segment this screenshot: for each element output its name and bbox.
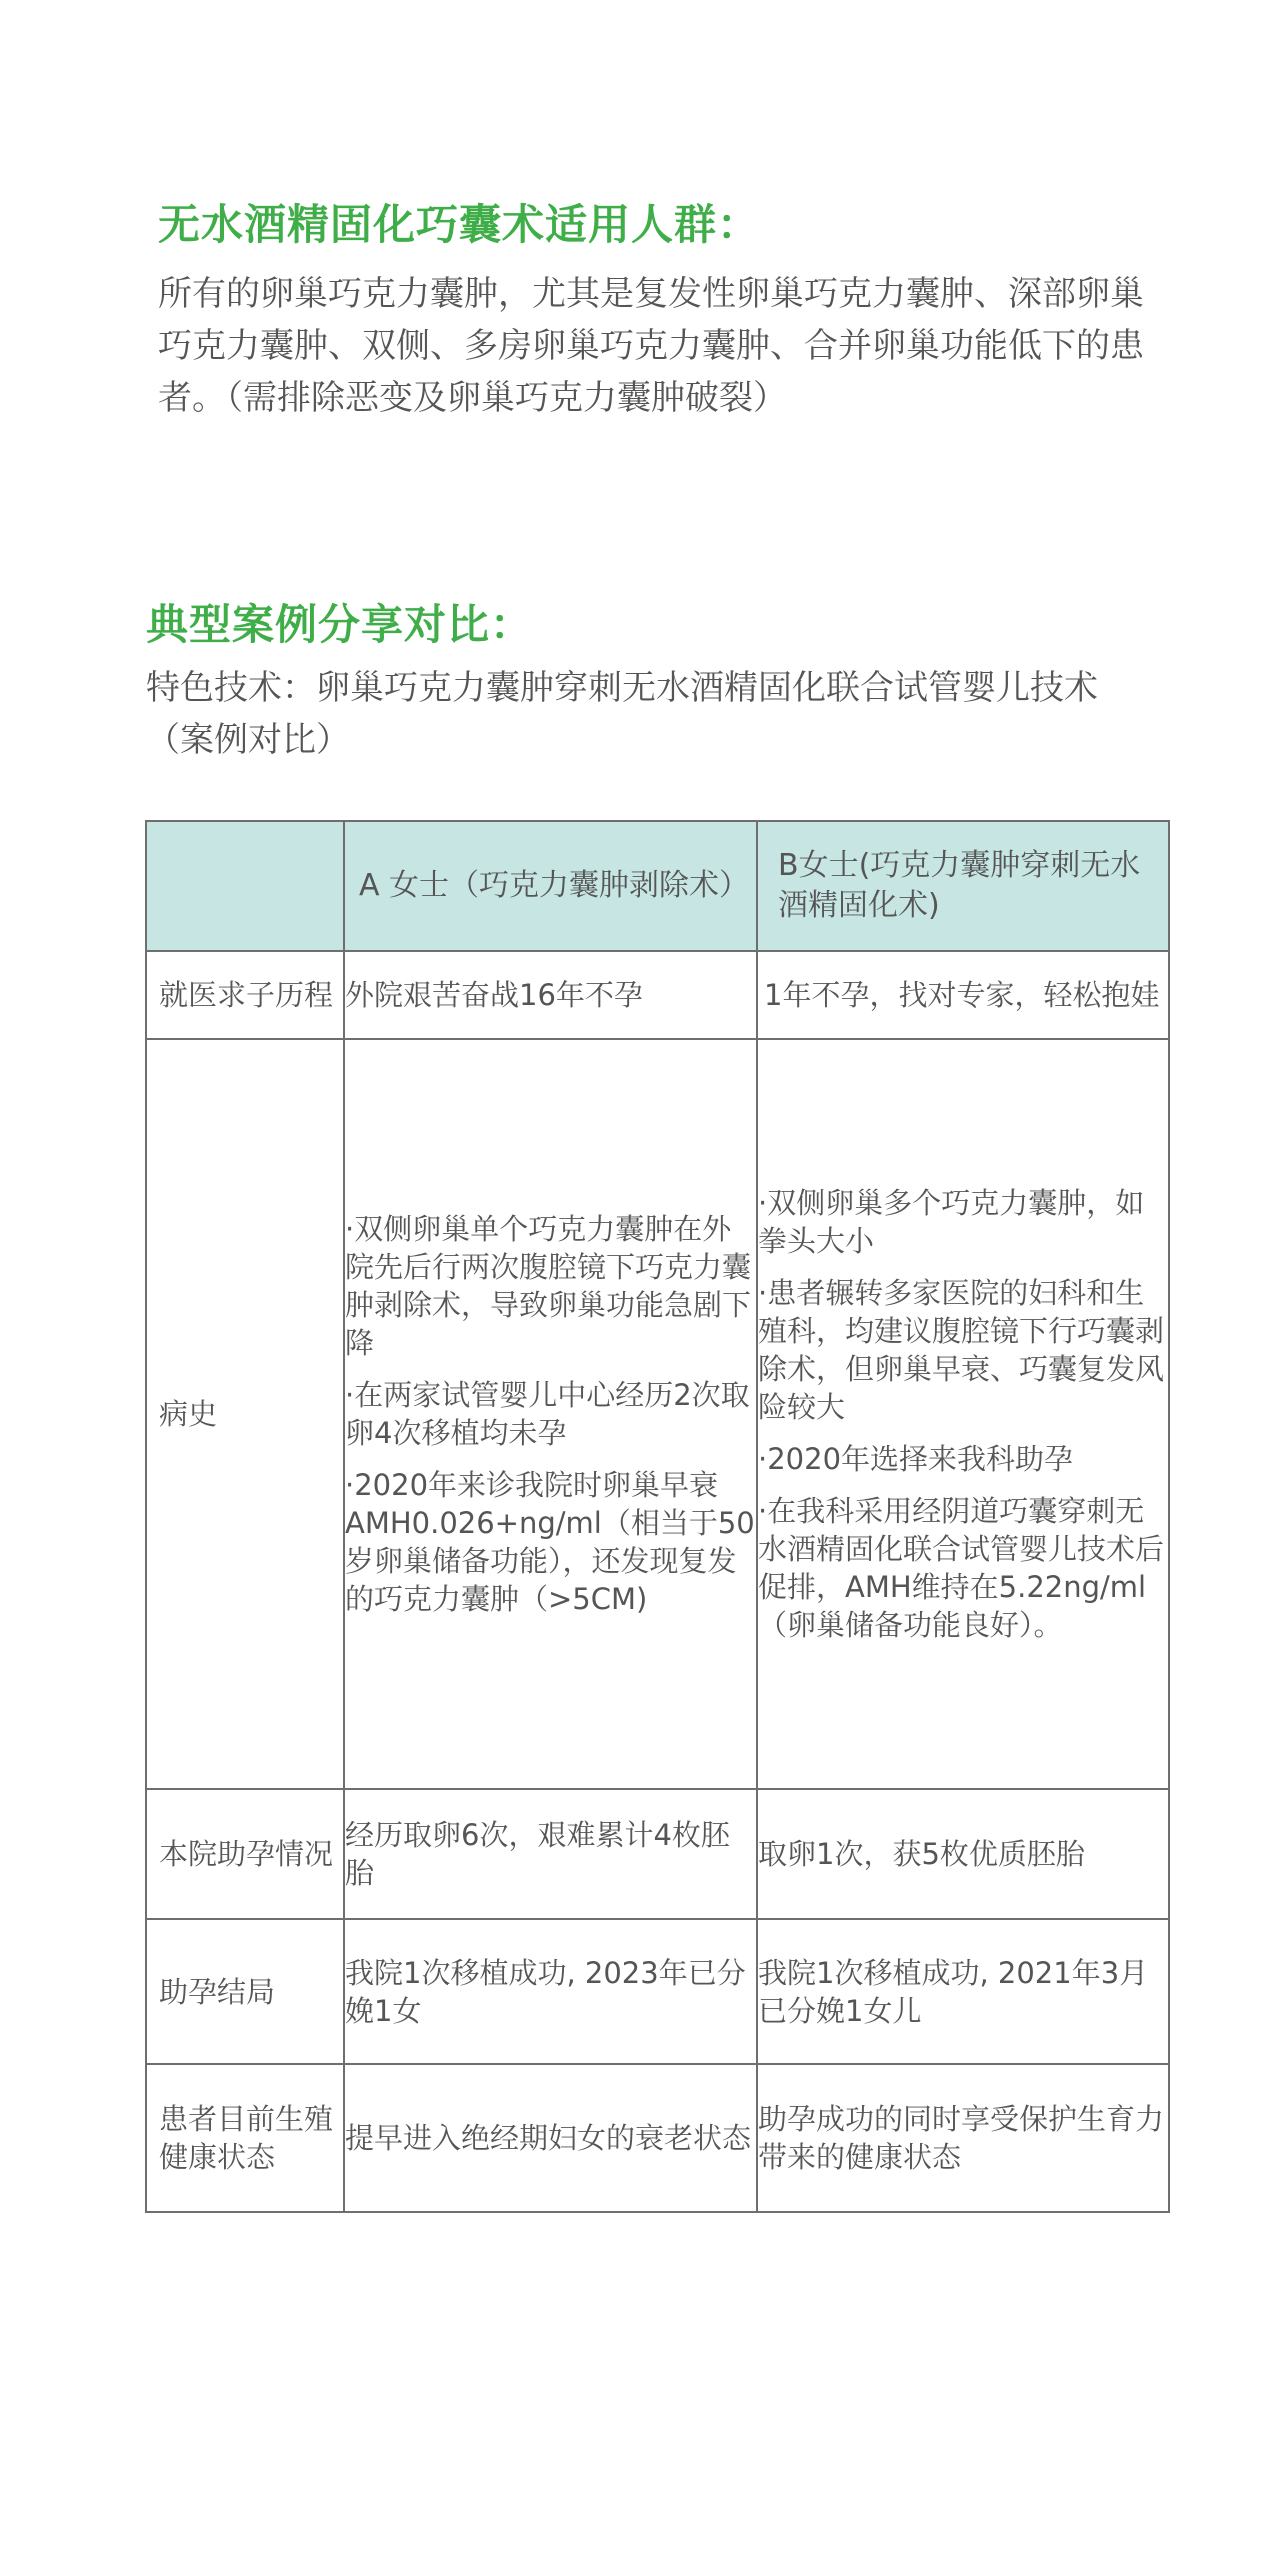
table-row [146, 1919, 1169, 2064]
history-point: ·双侧卵巢多个巧克力囊肿，如拳头大小 [758, 1186, 1145, 1258]
history-point: ·在两家试管婴儿中心经历2次取卵4次移植均未孕 [345, 1378, 750, 1450]
header-patient-b: B女士(巧克力囊肿穿刺无水酒精固化术) [757, 821, 1169, 951]
section-title-case-comparison: 典型案例分享对比： [146, 600, 534, 649]
header-empty-cell [146, 821, 344, 951]
patient-b-cell: 取卵1次，获5枚优质胚胎 [757, 1789, 1169, 1919]
row-label: 病史 [146, 1039, 344, 1789]
table-row [146, 951, 1169, 1039]
row-label: 本院助孕情况 [146, 1789, 344, 1919]
table-header-row [146, 821, 1169, 951]
table-row [146, 2064, 1169, 2212]
section-title-indications: 无水酒精固化巧囊术适用人群： [158, 200, 761, 249]
case-comparison-paragraph: 特色技术：卵巢巧克力囊肿穿刺无水酒精固化联合试管婴儿技术（案例对比） [146, 668, 1098, 760]
patient-b-history-cell [757, 1039, 1169, 1789]
indications-paragraph: 所有的卵巢巧克力囊肿，尤其是复发性卵巢巧克力囊肿、深部卵巢巧克力囊肿、双侧、多房卵巢巧克力囊肿、合并卵巢功能低下的患者。（需排除恶变及卵巢巧克力囊肿破裂） [158, 274, 1144, 418]
row-label: 助孕结局 [146, 1919, 344, 2064]
case-comparison-table [145, 820, 1170, 2213]
history-point: ·2020年来诊我院时卵巢早衰AMH0.026+ng/ml（相当于50岁卵巢储备功能），还发现复发的巧克力囊肿（>5CM) [345, 1468, 755, 1616]
history-point: ·在我科采用经阴道巧囊穿刺无水酒精固化联合试管婴儿技术后促排，AMH维持在5.22ng/ml（卵巢储备功能良好）。 [758, 1494, 1165, 1642]
patient-a-cell: 提早进入绝经期妇女的衰老状态 [344, 2064, 757, 2212]
table-row [146, 1789, 1169, 1919]
table-row [146, 1039, 1169, 1789]
history-point: ·2020年选择来我科助孕 [758, 1442, 1074, 1476]
patient-a-cell: 经历取卵6次，艰难累计4枚胚胎 [344, 1789, 757, 1919]
patient-a-history-cell [344, 1039, 757, 1789]
patient-a-cell: 外院艰苦奋战16年不孕 [344, 951, 757, 1039]
patient-b-cell: 1年不孕，找对专家，轻松抱娃 [757, 951, 1169, 1039]
patient-b-cell: 助孕成功的同时享受保护生育力带来的健康状态 [757, 2064, 1169, 2212]
history-point: ·患者辗转多家医院的妇科和生殖科，均建议腹腔镜下行巧囊剥除术，但卵巢早衰、巧囊复发风险较大 [758, 1276, 1165, 1424]
header-patient-a: A 女士（巧克力囊肿剥除术） [344, 821, 757, 951]
patient-a-cell: 我院1次移植成功, 2023年已分娩1女 [344, 1919, 757, 2064]
history-point: ·双侧卵巢单个巧克力囊肿在外院先后行两次腹腔镜下巧克力囊肿剥除术，导致卵巢功能急剧下降 [345, 1212, 752, 1360]
patient-b-cell: 我院1次移植成功, 2021年3月已分娩1女儿 [757, 1919, 1169, 2064]
row-label: 就医求子历程 [146, 951, 344, 1039]
row-label: 患者目前生殖健康状态 [146, 2064, 344, 2212]
